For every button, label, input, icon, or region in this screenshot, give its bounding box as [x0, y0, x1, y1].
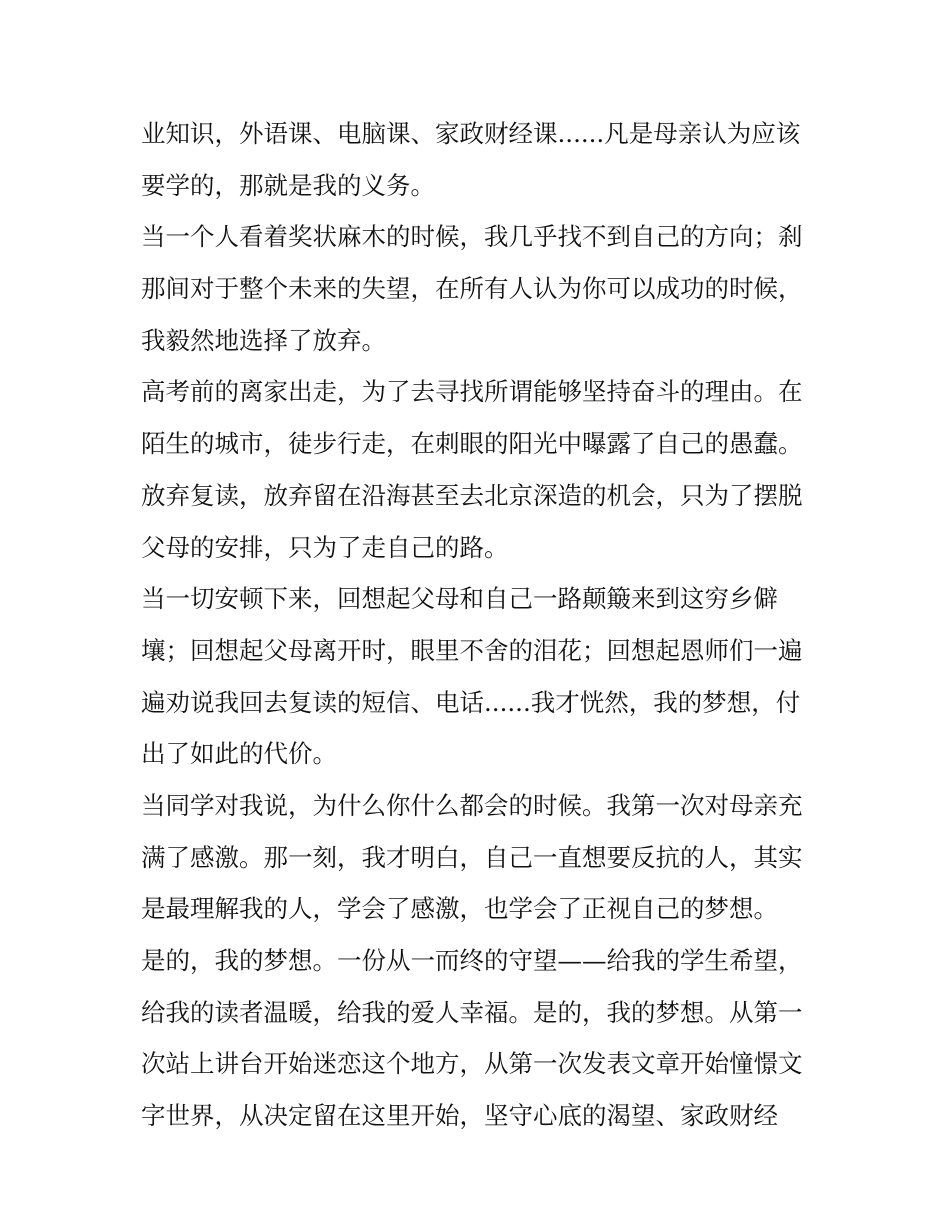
- document-body: [141, 108, 821, 1142]
- text-line: 父母的安排，只为了走自己的路。: [141, 532, 509, 562]
- text-line: 字世界，从决定留在这里开始，坚守心底的渴望、家政财经: [141, 1101, 778, 1131]
- text-line: 那间对于整个未来的失望，在所有人认为你可以成功的时候，: [141, 274, 803, 304]
- text-line: 出了如此的代价。: [141, 739, 337, 769]
- text-line: 满了感激。那一刻，我才明白，自己一直想要反抗的人，其实: [141, 842, 803, 872]
- text-line: 当同学对我说，为什么你什么都会的时候。我第一次对母亲充: [141, 790, 803, 820]
- text-line: 放弃复读，放弃留在沿海甚至去北京深造的机会，只为了摆脱: [141, 480, 803, 510]
- text-line: 遍劝说我回去复读的短信、电话......我才恍然，我的梦想，付: [141, 687, 801, 717]
- text-line: 业知识，外语课、电脑课、家政财经课......凡是母亲认为应该: [141, 119, 801, 148]
- text-line: 是最理解我的人，学会了感激，也学会了正视自己的梦想。: [141, 894, 778, 924]
- text-line: 是的，我的梦想。一份从一而终的守望——给我的学生希望，: [141, 946, 803, 975]
- text-line: 高考前的离家出走，为了去寻找所谓能够坚持奋斗的理由。在: [141, 377, 803, 407]
- text-line: 次站上讲台开始迷恋这个地方，从第一次发表文章开始憧憬文: [141, 1049, 803, 1079]
- text-line: 陌生的城市，徒步行走，在刺眼的阳光中曝露了自己的愚蠢。: [141, 429, 803, 459]
- text-line: 我毅然地选择了放弃。: [141, 325, 386, 355]
- text-line: 当一个人看着奖状麻木的时候，我几乎找不到自己的方向；刹: [141, 222, 803, 252]
- text-line: 当一切安顿下来，回想起父母和自己一路颠簸来到这穷乡僻: [141, 584, 778, 614]
- text-line: 给我的读者温暖，给我的爱人幸福。是的，我的梦想。从第一: [141, 997, 803, 1027]
- text-line: 壤；回想起父母离开时，眼里不舍的泪花；回想起恩师们一遍: [141, 635, 803, 665]
- text-line: 要学的，那就是我的义务。: [141, 170, 435, 200]
